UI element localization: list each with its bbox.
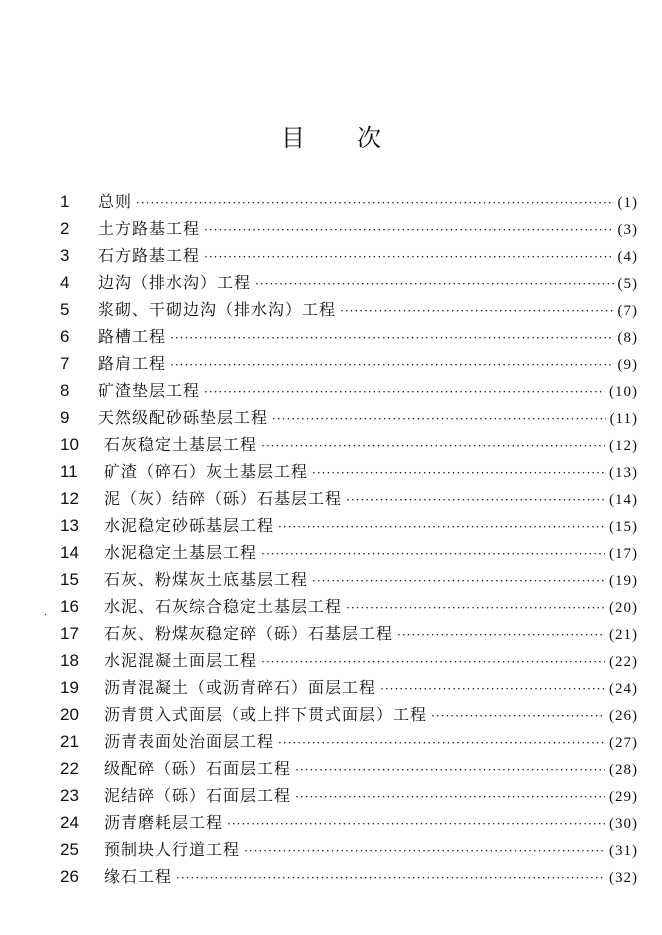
toc-entry-page: (7) <box>617 303 638 319</box>
toc-dot-leader <box>346 595 605 622</box>
toc-entry-page: (8) <box>617 330 638 346</box>
toc-dot-leader <box>380 676 605 703</box>
toc-entry-title: 路肩工程 <box>98 354 167 373</box>
toc-entry-page: (19) <box>609 573 638 589</box>
toc-entry-number: 9 <box>60 408 70 427</box>
toc-entry-page: (13) <box>609 465 638 481</box>
toc-entry-title: 土方路基工程 <box>98 219 201 238</box>
toc-dot-leader <box>170 325 613 352</box>
toc-dot-leader <box>255 271 613 298</box>
toc-entry-number: 10 <box>60 435 79 454</box>
toc-dot-leader <box>204 217 613 244</box>
toc-dot-leader <box>261 433 605 460</box>
toc-entry[interactable] <box>60 674 638 701</box>
toc-entry[interactable] <box>60 620 638 647</box>
toc-entry-page: (11) <box>609 411 638 427</box>
toc-entry-title: 矿渣（碎石）灰土基层工程 <box>104 462 309 481</box>
toc-entry[interactable] <box>60 377 638 404</box>
toc-entry-page: (10) <box>609 384 638 400</box>
toc-dot-leader <box>278 514 605 541</box>
toc-entry-title: 泥结碎（砾）石面层工程 <box>104 786 292 805</box>
toc-dot-leader <box>176 865 605 892</box>
toc-entry[interactable] <box>60 782 638 809</box>
toc-entry-title: 水泥混凝土面层工程 <box>104 651 258 670</box>
toc-dot-leader <box>204 379 605 406</box>
toc-dot-leader <box>295 784 605 811</box>
toc-entry[interactable] <box>60 485 638 512</box>
margin-dot: · <box>44 610 48 621</box>
toc-entry-title: 水泥稳定土基层工程 <box>104 543 258 562</box>
toc-entry[interactable] <box>60 809 638 836</box>
toc-entry[interactable] <box>60 755 638 782</box>
toc-entry-title: 矿渣垫层工程 <box>98 381 201 400</box>
toc-entry[interactable] <box>60 350 638 377</box>
toc-entry-title: 沥青贯入式面层（或上拌下贯式面层）工程 <box>104 705 428 724</box>
toc-dot-leader <box>346 487 605 514</box>
toc-entry[interactable] <box>60 458 638 485</box>
toc-dot-leader <box>261 649 605 676</box>
toc-entry-title: 预制块人行道工程 <box>104 840 241 859</box>
toc-entry-page: (14) <box>609 492 638 508</box>
toc-entry-page: (30) <box>609 816 638 832</box>
toc-entry-title: 路槽工程 <box>98 327 167 346</box>
toc-entry-page: (26) <box>609 708 638 724</box>
toc-dot-leader <box>278 730 605 757</box>
toc-dot-leader <box>431 703 605 730</box>
toc-entry-number: 12 <box>60 489 79 508</box>
toc-entry-number: 6 <box>60 327 70 346</box>
toc-entry-title: 石灰、粉煤灰土底基层工程 <box>104 570 309 589</box>
toc-dot-leader <box>397 622 605 649</box>
toc-entry-number: 11 <box>60 462 78 481</box>
toc-entry-number: 3 <box>60 246 70 265</box>
toc-entry-title: 石灰、粉煤灰稳定碎（砾）石基层工程 <box>104 624 394 643</box>
toc-entry-page: (9) <box>617 357 638 373</box>
toc-entry-page: (21) <box>609 627 638 643</box>
toc-entry[interactable] <box>60 566 638 593</box>
toc-entry[interactable] <box>60 701 638 728</box>
toc-dot-leader <box>312 460 605 487</box>
toc-dot-leader <box>136 190 613 217</box>
toc-entry-number: 20 <box>60 705 79 724</box>
toc-entry[interactable] <box>60 296 638 323</box>
toc-entry-number: 18 <box>60 651 79 670</box>
toc-entry-number: 22 <box>60 759 79 778</box>
toc-entry-title: 天然级配砂砾垫层工程 <box>98 408 269 427</box>
toc-entry-title: 总则 <box>98 192 133 211</box>
page-title <box>0 118 662 153</box>
toc-entry-number: 17 <box>60 624 79 643</box>
toc-entry-number: 19 <box>60 678 79 697</box>
toc-dot-leader <box>272 406 606 433</box>
toc-entry-number: 14 <box>60 543 79 562</box>
toc-dot-leader <box>244 838 605 865</box>
toc-entry-title: 水泥、石灰综合稳定土基层工程 <box>104 597 343 616</box>
toc-entry-page: (31) <box>609 843 638 859</box>
toc-entry-number: 26 <box>60 867 79 886</box>
toc-entry-title: 级配碎（砾）石面层工程 <box>104 759 292 778</box>
toc-entry-title: 缘石工程 <box>104 867 173 886</box>
toc-entry-title: 水泥稳定砂砾基层工程 <box>104 516 275 535</box>
toc-entry-number: 13 <box>60 516 79 535</box>
toc-entry-title: 边沟（排水沟）工程 <box>98 273 252 292</box>
toc-dot-leader <box>312 568 605 595</box>
toc-entry-number: 5 <box>60 300 70 319</box>
toc-entry-page: (15) <box>609 519 638 535</box>
toc-entry-page: (29) <box>609 789 638 805</box>
toc-entry-page: (5) <box>617 276 638 292</box>
toc-entry-title: 石灰稳定土基层工程 <box>104 435 258 454</box>
toc-dot-leader <box>340 298 613 325</box>
toc-entry-title: 沥青表面处治面层工程 <box>104 732 275 751</box>
title-char-2: 次 <box>357 124 381 152</box>
toc-entry-number: 24 <box>60 813 79 832</box>
toc-entry-page: (20) <box>609 600 638 616</box>
toc-entry[interactable] <box>60 512 638 539</box>
toc-entry[interactable] <box>60 269 638 296</box>
toc-entry[interactable] <box>60 404 638 431</box>
toc-entry[interactable] <box>60 593 638 620</box>
toc-entry-page: (22) <box>609 654 638 670</box>
toc-entry[interactable] <box>60 836 638 863</box>
toc-entry-title: 浆砌、干砌边沟（排水沟）工程 <box>98 300 337 319</box>
toc-entry-number: 15 <box>60 570 79 589</box>
toc-entry-page: (1) <box>617 195 638 211</box>
toc-entry[interactable] <box>60 188 638 215</box>
toc-dot-leader <box>204 244 613 271</box>
toc-entry-page: (3) <box>617 222 638 238</box>
toc-entry[interactable] <box>60 242 638 269</box>
toc-entry-number: 8 <box>60 381 70 400</box>
toc-entry-number: 2 <box>60 219 70 238</box>
toc-entry-page: (32) <box>609 870 638 886</box>
toc-entry-title: 沥青磨耗层工程 <box>104 813 224 832</box>
toc-entry-page: (12) <box>609 438 638 454</box>
toc-entry-number: 21 <box>60 732 79 751</box>
toc-entry-page: (28) <box>609 762 638 778</box>
toc-entry[interactable] <box>60 539 638 566</box>
toc-entry-page: (17) <box>609 546 638 562</box>
toc-entry-number: 16 <box>60 597 79 616</box>
title-char-1: 目 <box>281 124 305 152</box>
toc-entry-page: (4) <box>617 249 638 265</box>
toc-entry-page: (24) <box>609 681 638 697</box>
toc-entry-number: 7 <box>60 354 70 373</box>
toc-entry[interactable] <box>60 647 638 674</box>
toc-dot-leader <box>295 757 605 784</box>
toc-entry-number: 23 <box>60 786 79 805</box>
toc-entry[interactable] <box>60 728 638 755</box>
toc-entry-number: 1 <box>60 192 70 211</box>
toc-entry-number: 4 <box>60 273 70 292</box>
toc-entry-title: 泥（灰）结碎（砾）石基层工程 <box>104 489 343 508</box>
toc-entry-number: 25 <box>60 840 79 859</box>
toc-dot-leader <box>170 352 613 379</box>
toc-entry[interactable] <box>60 863 638 890</box>
toc-entry[interactable] <box>60 431 638 458</box>
table-of-contents <box>60 188 638 890</box>
toc-dot-leader <box>227 811 605 838</box>
toc-entry-page: (27) <box>609 735 638 751</box>
toc-entry[interactable] <box>60 215 638 242</box>
toc-entry-title: 沥青混凝土（或沥青碎石）面层工程 <box>104 678 377 697</box>
toc-entry-title: 石方路基工程 <box>98 246 201 265</box>
toc-dot-leader <box>261 541 605 568</box>
toc-entry[interactable] <box>60 323 638 350</box>
